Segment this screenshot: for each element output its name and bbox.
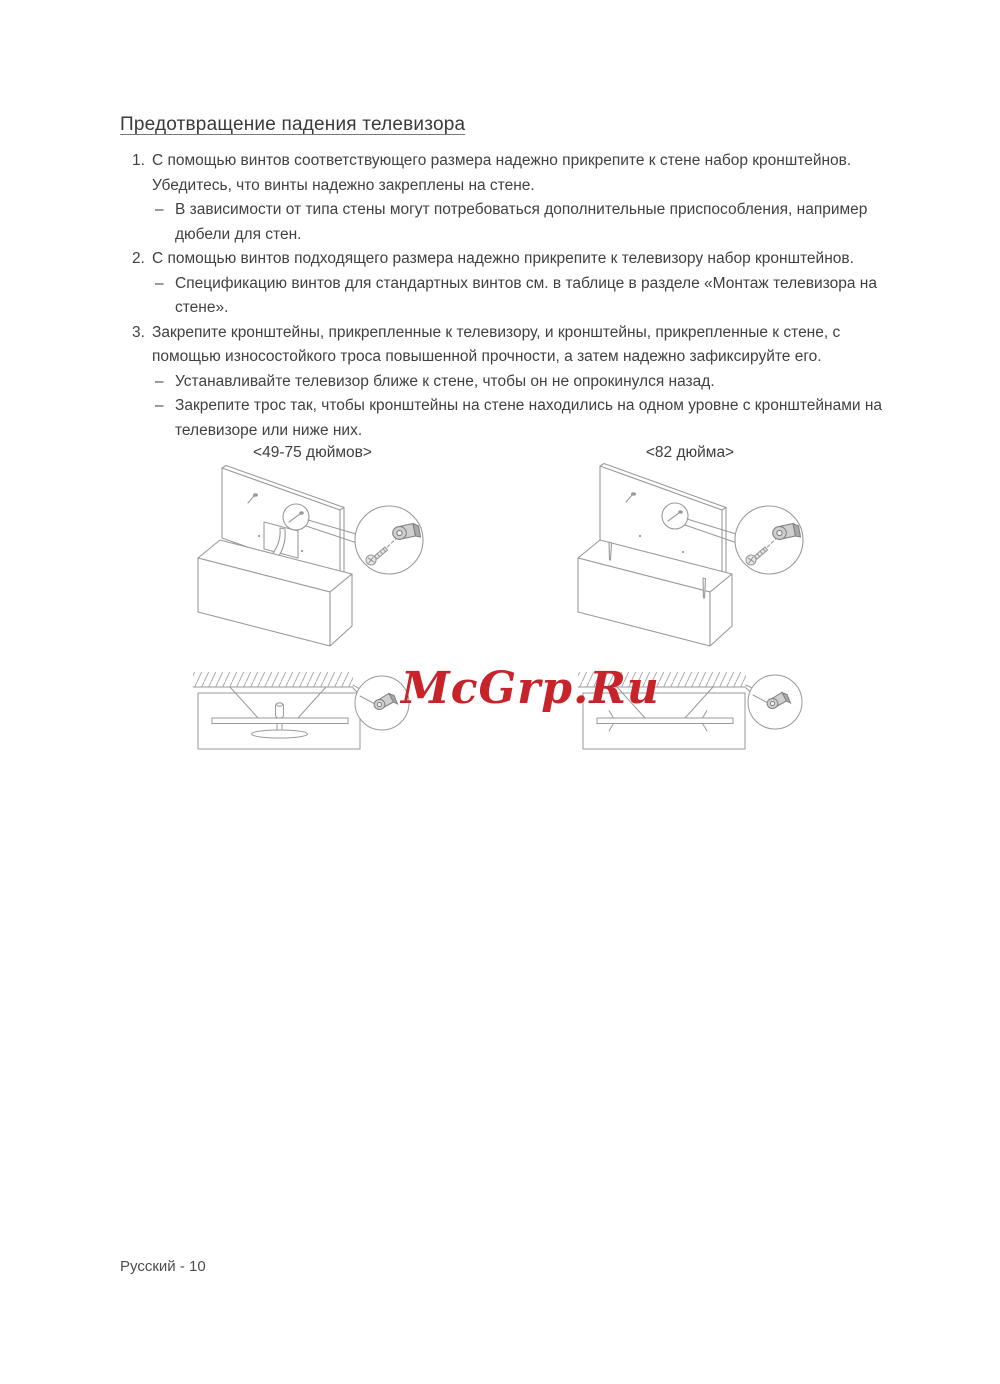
vesa-hole — [301, 550, 303, 552]
watermark: McGrp.Ru — [401, 663, 660, 714]
size-label-49-75: <49-75 дюймов> — [253, 444, 372, 461]
list-subitem — [155, 370, 884, 395]
item-text: С помощью винтов подходящего размера надежно прикрепите к телевизору набор кронштейнов. — [152, 250, 854, 267]
subitem-dash: – — [155, 372, 164, 390]
item-number: 1. — [132, 152, 145, 169]
vesa-hole — [682, 551, 684, 553]
item-number: 2. — [132, 250, 145, 267]
subitem-text: Закрепите трос так, чтобы кронштейны на стене находились на одном уровне с кронштейнами на телевизоре или ниже них. — [175, 397, 883, 439]
subitem-text: Спецификацию винтов для стандартных винтов см. в таблице в разделе «Монтаж телевизора на стене». — [175, 274, 877, 316]
list-item — [132, 149, 884, 198]
subitem-dash: – — [155, 201, 164, 218]
list-subitem — [155, 394, 884, 443]
list-item — [132, 321, 884, 370]
list-item — [132, 247, 884, 272]
subitem-text: Устанавливайте телевизор ближе к стене, чтобы он не опрокинулся назад. — [175, 372, 715, 390]
magnifier-circle — [735, 506, 803, 574]
magnifier-circle — [748, 675, 802, 729]
tv-rear-diagram-82-inch — [570, 462, 810, 657]
wall-hatch — [193, 672, 353, 687]
item-text: С помощью винтов соответствующего размера надежно прикрепите к стене набор кронштейнов. Убедитесь, что винты надежно закреплены на стене. — [152, 152, 852, 194]
size-label-82: <82 дюйма> — [645, 444, 735, 461]
callout-circle — [283, 504, 309, 530]
magnifier-circle — [355, 506, 423, 574]
top-view-diagram-49-75-inch — [190, 652, 420, 762]
list-subitem — [155, 272, 884, 321]
subitem-text: В зависимости от типа стены могут потребоваться дополнительные приспособления, например дюбели для стен. — [175, 201, 868, 243]
tv-top-view — [597, 718, 733, 724]
vesa-hole — [639, 535, 641, 537]
vesa-hole — [258, 535, 260, 537]
list-subitem — [155, 198, 884, 247]
tv-rear-diagram-49-75-inch — [190, 462, 430, 657]
subitem-dash: – — [155, 274, 164, 292]
page-footer: Русский - 10 — [120, 1258, 206, 1275]
item-text: Закрепите кронштейны, прикрепленные к телевизору, и кронштейны, прикрепленные к стене, с помощью износостойкого троса повышенной прочности, а затем надежно зафиксируйте его. — [152, 323, 841, 365]
instructions-section — [120, 114, 884, 443]
tv-top-view — [212, 718, 348, 724]
subitem-dash: – — [155, 397, 164, 414]
item-number: 3. — [132, 323, 145, 341]
callout-circle — [662, 503, 688, 529]
instruction-list — [132, 149, 884, 443]
page-title: Предотвращение падения телевизора — [120, 114, 466, 135]
